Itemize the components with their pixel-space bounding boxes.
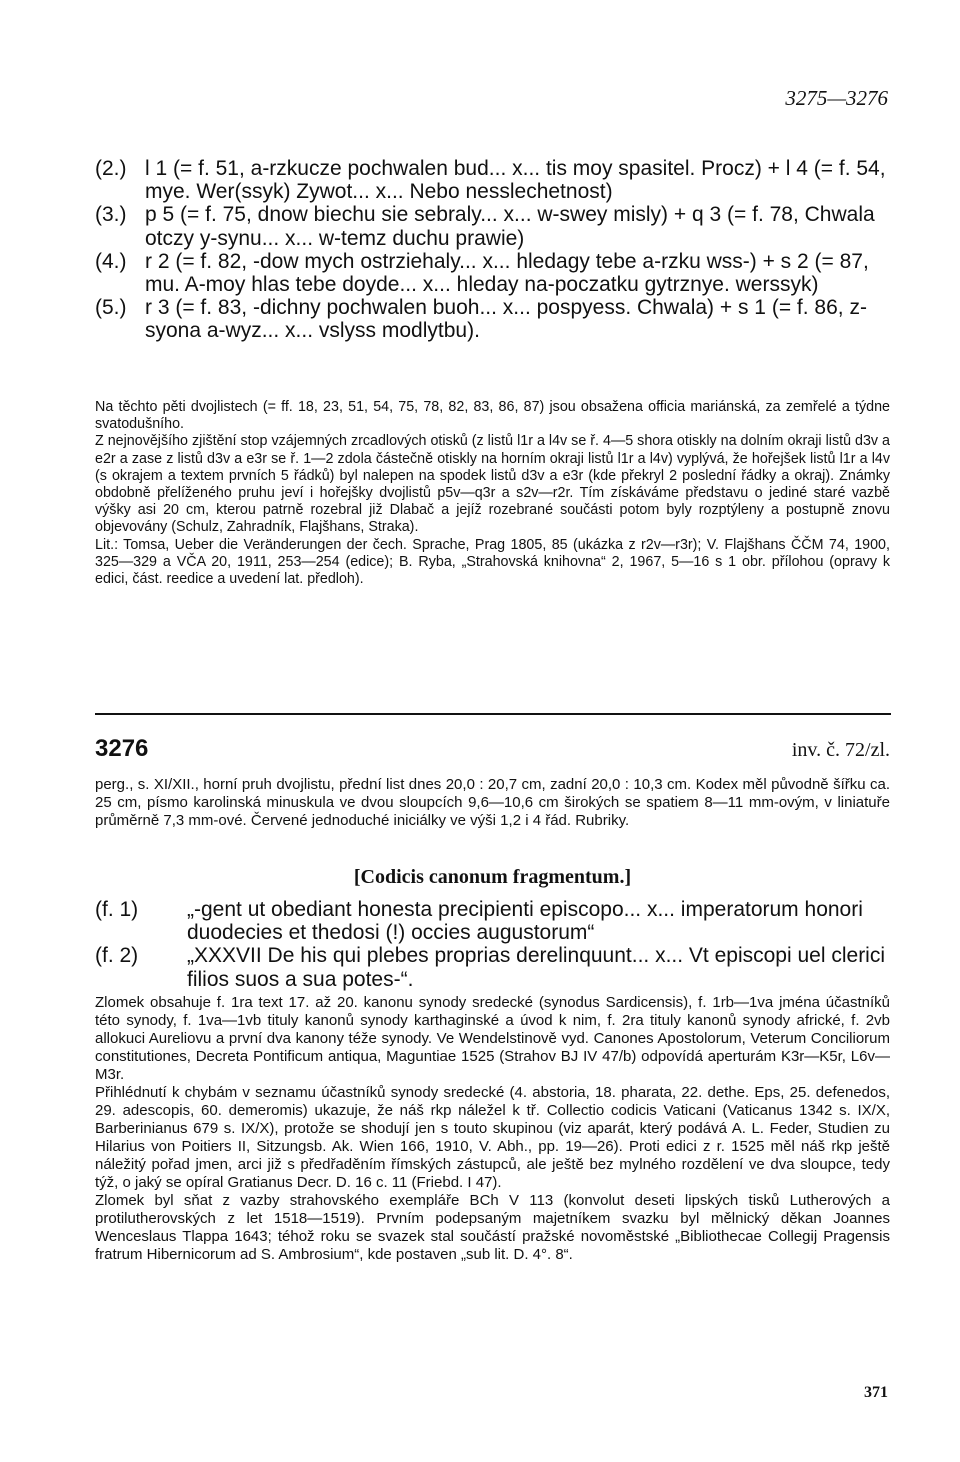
note-paragraph: Přihlédnutí k chybám v seznamu účastníků synody sredecké (4. abstoria, 18. pharata, 22. dethe. Eps, 25. defenedos, 29. adescopis, 60. demeromis) ukazuje, že náš rkp náležel k tř. Collectio codicis Vaticani (Vaticanus 1342 s. IX/X, Barberinianus 679 s. IX/X), protože se shodují jen s touto skupinou (viz aparát, který podává A. L. Feder, Studien zu Hilarius von Poitiers II, Sitzungsb. Ak. Wien 166, 1910, V. Abh., pp. 19—26). Proti edici z r. 1525 měl náš rkp ještě náležitý pořad jmen, arci již s předřaděním římských zástupců, ale ještě bez mylného rozdělení ve dva sloupce, tedy týž, o jaký se opíral Gratianus Decr. D. 16 c. 11 (Friebd. I 47). (95, 1084, 890, 1191)
section-divider (95, 713, 891, 715)
verse-text: p 5 (= f. 75, dnow biechu sie sebraly... x... w-swey misly) + q 3 (= f. 78, Chwala otczy y-synu... x... w-temz duchu prawie) (145, 203, 875, 250)
note-paragraph: Zlomek obsahuje f. 1ra text 17. až 20. kanonu synody sredecké (synodus Sardicensis), f. 1rb—1va jména účastníků této synody, f. 1va—1vb tituly kanonů synody karthaginské a úvod k nim, f. 2ra tituly kanonů synody africké, f. 2vb allokuci Aureliovu a první dva kanony téže synody. Ve Wendelstinově vyd. Canones Apostolorum, Veterum Conciliorum constitutiones, Decreta Pontificum antiqua, Maguntiae 1525 (Strahov BJ IV 47/b) odpovídá aperturám K3r—K5r, L6v—M3r. (95, 994, 890, 1083)
note-paragraph: Lit.: Tomsa, Ueber die Veränderungen der čech. Sprache, Prag 1805, 85 (ukázka z r2v—r3r); V. Flajšhans ČČM 74, 1900, 325—329 a VČA 20, 1911, 253—254 (edice); B. Ryba, „Strahovská knihovna“ 2, 1967, 5—16 s 1 obr. přílohou (opravy k edici, část. reedice a uvedení lat. předloh). (95, 536, 890, 588)
folio-item (95, 898, 890, 944)
verse-list (95, 157, 890, 343)
description-text: perg., s. XI/XII., horní pruh dvojlistu, přední list dnes 20,0 : 20,7 cm, zadní 20,0 : 10,3 cm. Kodex měl původně šířku ca. 25 cm, písmo karolinská minuskula ve dvou sloupcích 9,6—10,6 cm širokých se spatiem 8—11 mm-ovým, v liniatuře průměrně 7,3 mm-ové. Červené jednoduché iniciálky ve výši 1,2 i 4 řád. Rubriky. (95, 776, 890, 829)
verse-number: (2.) (95, 157, 127, 180)
verse-number: (3.) (95, 203, 127, 227)
section-heading: [Codicis canonum fragmentum.] (353, 866, 632, 888)
inventory-number: inv. č. 72/zl. (791, 739, 890, 761)
entry-number: 3276 (95, 735, 149, 762)
folio-number: (f. 1) (95, 898, 139, 921)
verse-item (95, 250, 890, 296)
verse-item (95, 203, 890, 249)
entry-description (95, 776, 890, 830)
page-number: 371 (864, 1384, 888, 1401)
verse-text: l 1 (= f. 51, a-rzkucze pochwalen bud... x... tis moy spasitel. Procz) + l 4 (= f. 54, mye. Wer(ssyk) Zywot... x... Nebo nesslechetnost) (145, 157, 886, 204)
verse-item (95, 157, 890, 203)
folio-item (95, 944, 890, 990)
note-paragraph: Zlomek byl sňat z vazby strahovského exempláře BCh V 113 (konvolut deseti lipských tisků Lutherových a protilutherovských z let 1518—1519). Prvním podepsaným majetníkem svazku byl mělnický děkan Joannes Wenceslaus Tlappa 1643; téhož roku se svazek stal součástí pražské novoměstské „Bibliothecae Collegij Pragensis fratrum Hibernicorum ad S. Ambrosium“, kde postaven „sub lit. D. 4°. 8“. (95, 1192, 890, 1263)
running-header: 3275—3276 (785, 86, 888, 110)
verse-text: r 2 (= f. 82, -dow mych ostrziehaly... x... hledagy tebe a-rzku wss-) + s 2 (= 87, mu. A-moy hlas tebe doyde... x... hleday na-poczatku gytrznye. werssyk) (145, 249, 869, 297)
folio-number: (f. 2) (95, 944, 139, 968)
verse-text: r 3 (= f. 83, -dichny pochwalen buoh... x... pospyess. Chwala) + s 1 (= f. 86, z-syona a-wyz... x... vslyss modlytbu). (145, 296, 867, 343)
folio-text: „XXXVII De his qui plebes proprias derelinquunt... x... Vt episcopi uel clerici filios suos a sua potes-“. (187, 944, 886, 991)
folio-list (95, 898, 890, 991)
verse-number: (4.) (95, 249, 127, 273)
entry-header (95, 735, 890, 765)
verse-item (95, 296, 890, 342)
notes-3276 (95, 994, 890, 1264)
notes-3275 (95, 399, 890, 588)
verse-number: (5.) (95, 296, 127, 320)
folio-text: „-gent ut obediant honesta precipienti episcopo... x... imperatorum honori duodecies et thedosi (!) occies augustorum“ (187, 898, 863, 945)
note-paragraph: Z nejnovějšího zjištění stop vzájemných zrcadlových otisků (z listů l1r a l4v se ř. 4—5 shora otiskly na dolním okraji listů d3v a e2r a zase z listů d3v a e3r se ř. 1—2 zdola částečně otiskly na horním okraji listů l1r a l4v) vyplývá, že hořejšek listů l1r a l4v (s okrajem a textem prvních 5 řádků) byl nalepen na spodek listů d3v a e3r (kde překryl 2 poslední řádky a okraj). Známky obdobně přelíženého pruhu jeví i hořejšky dvojlistů p5v—q3r a s2v—r2r. Tím získáváme představu o jediné staré vazbě výšky asi 20 cm, kterou patrně rozebral již Dlabač a jejíž rozebrané součásti potom byly rozptýleny a postupně znovu objevovány (Schulz, Zahradník, Flajšhans, Straka). (95, 433, 890, 536)
note-paragraph: Na těchto pěti dvojlistech (= ff. 18, 23, 51, 54, 75, 78, 82, 83, 86, 87) jsou obsažena officia mariánská, za zemřelé a týdne svatodušního. (95, 399, 890, 433)
